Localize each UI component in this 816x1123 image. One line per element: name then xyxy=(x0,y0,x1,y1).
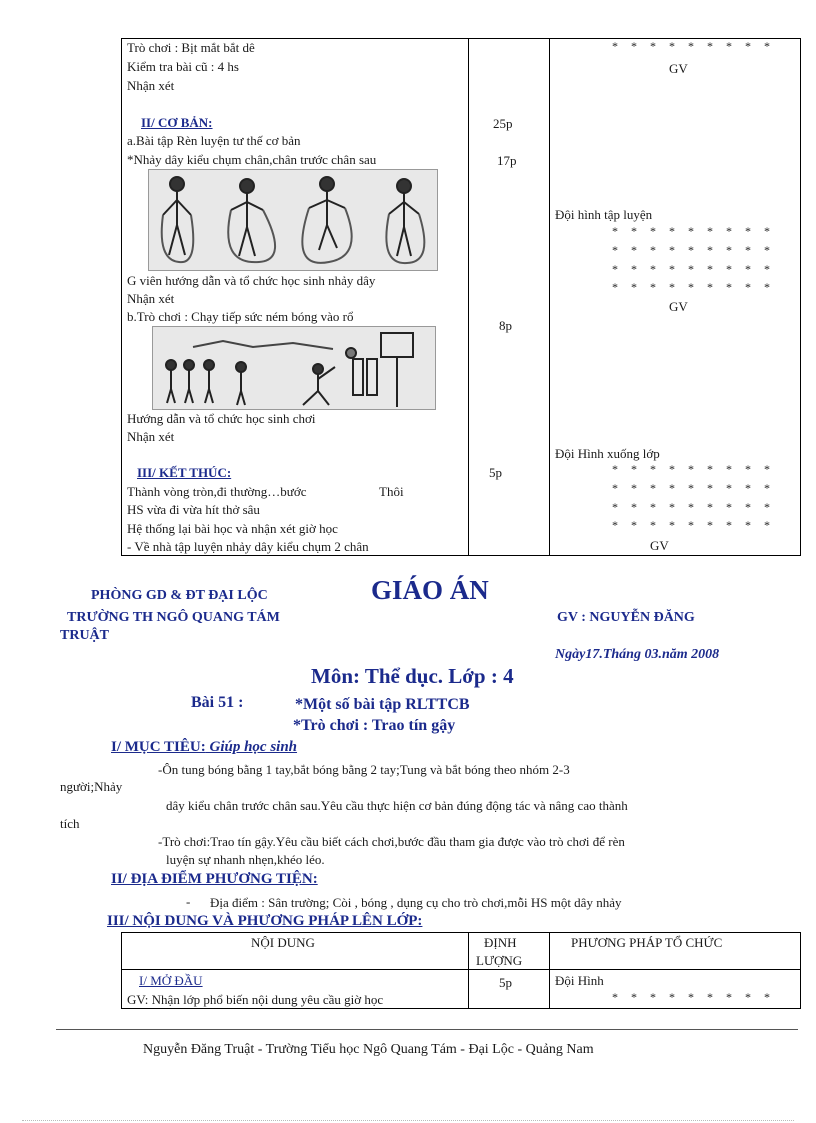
content-line: G viên hướng dẫn và tổ chức học sinh nhảy dây xyxy=(127,273,376,288)
teacher-name: GV : NGUYỄN ĐĂNG xyxy=(557,610,695,625)
formation-stars: * * * * * * * * * xyxy=(612,990,775,1004)
lesson-item: *Trò chơi : Trao tín gậy xyxy=(293,717,456,734)
objective-line: người;Nhảy xyxy=(60,779,123,794)
footer-rule xyxy=(56,1029,798,1030)
gv-label: GV xyxy=(669,61,688,76)
objectives-heading-label: I/ MỤC TIÊU: xyxy=(111,739,206,755)
jump-rope-drawing xyxy=(149,170,437,270)
footer-text: Nguyễn Đăng Truật - Trường Tiểu học Ngô Quang Tám - Đại Lộc - Quảng Nam xyxy=(143,1042,594,1057)
subject-grade: Môn: Thể dục. Lớp : 4 xyxy=(311,664,514,688)
objective-line: -Trò chơi:Trao tín gậy.Yêu cầu biết cách chơi,bước đầu tham gia được vào trò chơi để rèn xyxy=(158,834,625,849)
content-line: Nhận xét xyxy=(127,291,175,306)
section-heading-basic: II/ CƠ BẢN: xyxy=(141,115,213,130)
content-line: Thành vòng tròn,đi thường…bước xyxy=(127,484,307,499)
content-line: - Về nhà tập luyện nhảy dây kiểu chụm 2 chân xyxy=(127,539,369,554)
gv-label: GV xyxy=(650,538,669,553)
row-text: GV: Nhận lớp phổ biến nội dung yêu cầu giờ học xyxy=(127,992,384,1007)
location-heading: II/ ĐỊA ĐIỂM PHƯƠNG TIỆN: xyxy=(111,871,318,887)
formation-label: Đội Hình xuống lớp xyxy=(555,446,660,461)
content-line: b.Trò chơi : Chạy tiếp sức ném bóng vào rổ xyxy=(127,309,354,324)
time-value: 17p xyxy=(497,153,517,168)
row-heading-intro: I/ MỞ ĐẦU xyxy=(139,973,203,988)
location-dash: - xyxy=(186,894,191,909)
time-value: 8p xyxy=(499,318,512,333)
column-header-content: NỘI DUNG xyxy=(251,935,315,950)
content-line: Hướng dẫn và tổ chức học sinh chơi xyxy=(127,411,316,426)
formation-stars: * * * * * * * * * xyxy=(612,243,775,257)
content-line: Nhận xét xyxy=(127,78,175,93)
objective-line: tích xyxy=(60,816,80,831)
teacher-name-cont: TRUẬT xyxy=(60,628,110,643)
formation-stars: * * * * * * * * * xyxy=(612,39,775,53)
row-time: 5p xyxy=(499,975,512,990)
method-column xyxy=(550,39,801,556)
formation-stars: * * * * * * * * * xyxy=(612,280,775,294)
formation-stars: * * * * * * * * * xyxy=(612,224,775,238)
content-heading: III/ NỘI DUNG VÀ PHƯƠNG PHÁP LÊN LỚP: xyxy=(107,913,423,929)
lesson-number: Bài 51 : xyxy=(191,694,244,711)
content-line: Thôi xyxy=(379,484,404,499)
time-value: 5p xyxy=(489,465,502,480)
content-line: Kiểm tra bài cũ : 4 hs xyxy=(127,59,239,74)
formation-stars: * * * * * * * * * xyxy=(612,481,775,495)
formation-stars: * * * * * * * * * xyxy=(612,500,775,514)
content-line: Trò chơi : Bịt mắt bắt dê xyxy=(127,40,255,55)
content-line: a.Bài tập Rèn luyện tư thế cơ bản xyxy=(127,133,301,148)
content-line: Hệ thống lại bài học và nhận xét giờ học xyxy=(127,521,338,536)
relay-game-image xyxy=(152,326,436,410)
education-office: PHÒNG GD & ĐT ĐẠI LỘC xyxy=(91,588,268,603)
section-heading-end: III/ KẾT THÚC: xyxy=(137,465,232,480)
formation-stars: * * * * * * * * * xyxy=(612,518,775,532)
document-title: GIÁO ÁN xyxy=(371,575,489,605)
school-name: TRƯỜNG TH NGÔ QUANG TÁM xyxy=(67,610,280,625)
column-header-time: ĐỊNH xyxy=(484,935,517,950)
content-line: Nhận xét xyxy=(127,429,175,444)
row-method: Đội Hình xyxy=(555,973,604,988)
location-line: Địa điểm : Sân trường; Còi , bóng , dụng cụ cho trò chơi,mỗi HS một dây nhảy xyxy=(210,895,622,910)
jump-rope-image xyxy=(148,169,438,271)
relay-game-drawing xyxy=(153,327,435,409)
objective-line: luyện sự nhanh nhẹn,khéo léo. xyxy=(166,852,325,867)
objectives-heading-sub: Giúp học sinh xyxy=(209,739,298,755)
column-header-method: PHƯƠNG PHÁP TỔ CHỨC xyxy=(571,935,723,950)
objectives-heading xyxy=(111,739,297,756)
page-edge xyxy=(22,1120,794,1121)
time-value: 25p xyxy=(493,116,513,131)
objective-line: -Ôn tung bóng bằng 1 tay,bắt bóng bằng 2 tay;Tung và bắt bóng theo nhóm 2-3 xyxy=(158,762,570,777)
formation-stars: * * * * * * * * * xyxy=(612,462,775,476)
objective-line: dây kiểu chân trước chân sau.Yêu cầu thực hiện cơ bản đúng động tác và nâng cao thành xyxy=(166,798,628,813)
content-line: HS vừa đi vừa hít thở sâu xyxy=(127,502,260,517)
lesson-date: Ngày17.Tháng 03.năm 2008 xyxy=(555,647,720,662)
formation-label: Đội hình tập luyện xyxy=(555,207,653,222)
lesson-item: *Một số bài tập RLTTCB xyxy=(295,696,470,713)
column-header-time-cont: LƯỢNG xyxy=(476,953,523,968)
gv-label: GV xyxy=(669,299,688,314)
content-line: *Nhảy dây kiểu chụm chân,chân trước chân sau xyxy=(127,152,377,167)
formation-stars: * * * * * * * * * xyxy=(612,262,775,276)
